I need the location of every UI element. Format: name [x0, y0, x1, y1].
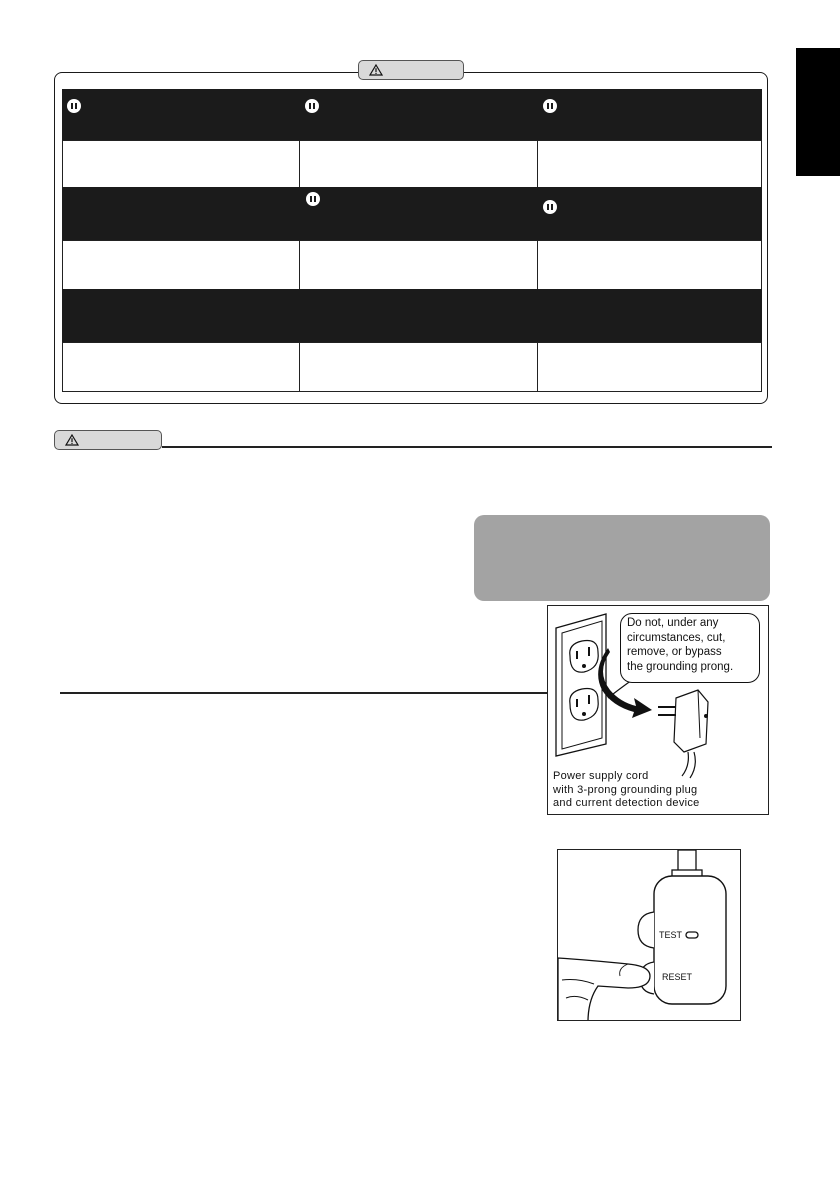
- caution-label: [54, 430, 162, 450]
- caption-line: and current detection device: [553, 797, 700, 809]
- caption-line: Power supply cord: [553, 770, 649, 782]
- reset-button-label: RESET: [662, 972, 693, 982]
- section-divider: [60, 692, 548, 694]
- warning-row-2-header: [62, 187, 762, 241]
- warning-row-1-cell: [299, 140, 538, 188]
- caption-line: with 3-prong grounding plug: [553, 783, 698, 796]
- warning-row-3-cell: [62, 342, 300, 392]
- callout-line: remove, or bypass: [627, 646, 722, 658]
- warning-row-2-cell: [62, 240, 300, 290]
- callout-line: Do not, under any: [627, 617, 719, 629]
- warning-triangle-icon: [65, 434, 79, 446]
- note-callout: [474, 515, 770, 601]
- outlet-icon: [543, 200, 557, 214]
- warning-row-2-cell: [299, 240, 538, 290]
- warning-row-3-cell: [537, 342, 762, 392]
- language-tab: [796, 48, 840, 176]
- test-button-label: TEST: [659, 930, 683, 940]
- outlet-icon: [543, 99, 557, 113]
- callout-line: circumstances, cut,: [627, 631, 726, 644]
- outlet-icon: [306, 192, 320, 206]
- test-reset-illustration: [557, 849, 741, 1021]
- warning-row-1-header: [62, 89, 762, 141]
- warning-row-1-cell: [62, 140, 300, 188]
- outlet-icon: [305, 99, 319, 113]
- section-divider: [162, 446, 772, 448]
- warning-row-3-header: [62, 289, 762, 343]
- warning-row-2-cell: [537, 240, 762, 290]
- warning-label: [358, 60, 464, 80]
- grounding-warning-callout: [620, 613, 760, 683]
- warning-triangle-icon: [369, 64, 383, 76]
- plug-caption: [553, 770, 765, 811]
- warning-row-1-cell: [537, 140, 762, 188]
- gfci-device-drawing: [558, 850, 741, 1021]
- outlet-icon: [67, 99, 81, 113]
- callout-line: the grounding prong.: [627, 660, 734, 673]
- warning-row-3-cell: [299, 342, 538, 392]
